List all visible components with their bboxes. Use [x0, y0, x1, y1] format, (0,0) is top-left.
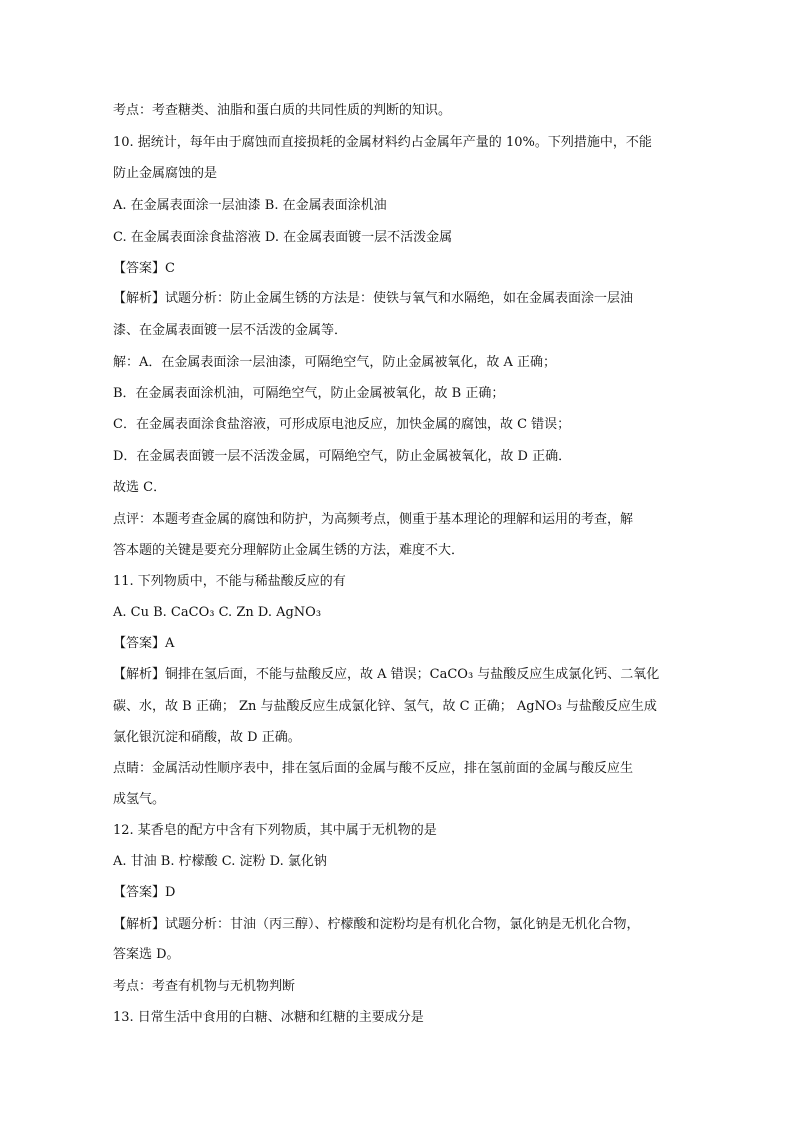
text-line: 成氢气。 [113, 792, 166, 807]
text-line: 点睛：金属活动性顺序表中，排在氢后面的金属与酸不反应，排在氢前面的金属与酸反应生 [113, 761, 634, 776]
text-line: 【答案】C [113, 261, 175, 276]
text-line: 答案选 D。 [113, 947, 180, 962]
text-line: 考点：考查有机物与无机物判断 [113, 979, 296, 994]
text-line: C．在金属表面涂食盐溶液，可形成原电池反应，加快金属的腐蚀，故 C 错误； [113, 417, 571, 432]
text-line: 【解析】试题分析：防止金属生锈的方法是：使铁与氧气和水隔绝，如在金属表面涂一层油 [113, 291, 634, 306]
text-line: 防止金属腐蚀的是 [113, 166, 218, 181]
text-line: 13. 日常生活中食用的白糖、冰糖和红糖的主要成分是 [113, 1010, 424, 1025]
text-line: A. 在金属表面涂一层油漆 B. 在金属表面涂机油 [113, 198, 387, 213]
text-line: 考点：考查糖类、油脂和蛋白质的共同性质的判断的知识。 [113, 103, 452, 118]
text-line: 12. 某香皂的配方中含有下列物质，其中属于无机物的是 [113, 823, 437, 838]
text-line: 【解析】铜排在氢后面，不能与盐酸反应，故 A 错误；CaCO₃ 与盐酸反应生成氯化钙、二氧化 [113, 667, 660, 682]
text-line: 解：A．在金属表面涂一层油漆，可隔绝空气，防止金属被氧化，故 A 正确； [113, 355, 557, 370]
text-line: A. 甘油 B. 柠檬酸 C. 淀粉 D. 氯化钠 [113, 854, 327, 869]
text-line: A. Cu B. CaCO₃ C. Zn D. AgNO₃ [113, 605, 322, 620]
text-line: 11. 下列物质中，不能与稀盐酸反应的有 [113, 574, 346, 589]
text-line: D．在金属表面镀一层不活泼金属，可隔绝空气，防止金属被氧化，故 D 正确． [113, 449, 572, 464]
text-line: 碳、水，故 B 正确； Zn 与盐酸反应生成氯化锌、氢气，故 C 正确； AgNO₃ 与盐酸反应生成 [113, 699, 657, 714]
text-line: 答本题的关键是要充分理解防止金属生锈的方法，难度不大． [113, 543, 465, 558]
text-line: 【答案】D [113, 885, 176, 900]
text-line: 10. 据统计，每年由于腐蚀而直接损耗的金属材料约占金属年产量的 10%。下列措施中，不能 [113, 135, 652, 150]
text-line: 氯化银沉淀和硝酸，故 D 正确。 [113, 730, 301, 745]
text-line: C. 在金属表面涂食盐溶液 D. 在金属表面镀一层不活泼金属 [113, 230, 453, 245]
text-line: 【解析】试题分析：甘油（丙三醇）、柠檬酸和淀粉均是有机化合物，氯化钠是无机化合物， [113, 917, 640, 932]
text-line: 点评：本题考查金属的腐蚀和防护，为高频考点，侧重于基本理论的理解和运用的考查，解 [113, 512, 634, 527]
text-line: 漆、在金属表面镀一层不活泼的金属等． [113, 323, 348, 338]
text-line: B．在金属表面涂机油，可隔绝空气，防止金属被氧化，故 B 正确； [113, 386, 505, 401]
text-line: 故选 C． [113, 480, 167, 495]
text-line: 【答案】A [113, 636, 175, 651]
